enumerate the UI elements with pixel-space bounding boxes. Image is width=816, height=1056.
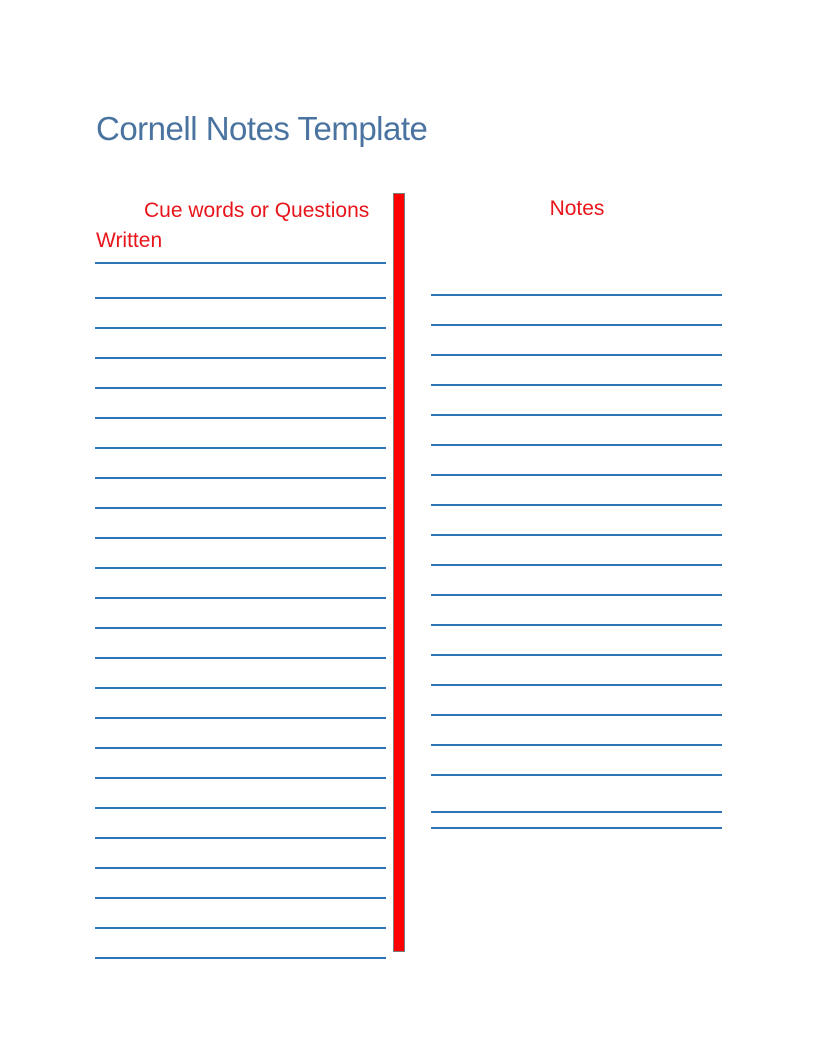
notes-column-header: Notes bbox=[549, 197, 605, 220]
cue-line bbox=[95, 327, 386, 329]
cue-line bbox=[95, 897, 386, 899]
notes-line bbox=[431, 444, 722, 446]
notes-line bbox=[431, 324, 722, 326]
cue-line bbox=[95, 357, 386, 359]
cue-line bbox=[95, 387, 386, 389]
cue-line bbox=[95, 417, 386, 419]
notes-line bbox=[431, 654, 722, 656]
cue-line bbox=[95, 717, 386, 719]
cue-line bbox=[95, 627, 386, 629]
notes-line bbox=[431, 564, 722, 566]
cue-line bbox=[95, 957, 386, 959]
notes-line bbox=[431, 414, 722, 416]
notes-line bbox=[431, 594, 722, 596]
notes-line bbox=[431, 827, 722, 829]
cue-line bbox=[95, 687, 386, 689]
notes-line bbox=[431, 744, 722, 746]
page-title: Cornell Notes Template bbox=[96, 110, 428, 147]
notes-line bbox=[431, 384, 722, 386]
cue-line bbox=[95, 837, 386, 839]
notes-line bbox=[431, 474, 722, 476]
cue-line bbox=[95, 777, 386, 779]
notes-line bbox=[431, 714, 722, 716]
notes-line bbox=[431, 774, 722, 776]
cue-column-header: Cue words or Questions Written bbox=[96, 199, 370, 252]
cue-line bbox=[95, 477, 386, 479]
cue-line bbox=[95, 867, 386, 869]
cue-line bbox=[95, 597, 386, 599]
notes-line bbox=[431, 504, 722, 506]
cue-line bbox=[95, 262, 386, 264]
cue-line bbox=[95, 657, 386, 659]
cue-line bbox=[95, 507, 386, 509]
cue-line bbox=[95, 447, 386, 449]
column-divider-bar bbox=[393, 193, 405, 952]
notes-line bbox=[431, 624, 722, 626]
cue-line bbox=[95, 537, 386, 539]
cue-line bbox=[95, 807, 386, 809]
cue-line bbox=[95, 927, 386, 929]
notes-line bbox=[431, 684, 722, 686]
notes-line bbox=[431, 811, 722, 813]
notes-line bbox=[431, 294, 722, 296]
cue-line bbox=[95, 747, 386, 749]
cue-line bbox=[95, 567, 386, 569]
notes-line bbox=[431, 354, 722, 356]
notes-line bbox=[431, 534, 722, 536]
cue-line bbox=[95, 297, 386, 299]
